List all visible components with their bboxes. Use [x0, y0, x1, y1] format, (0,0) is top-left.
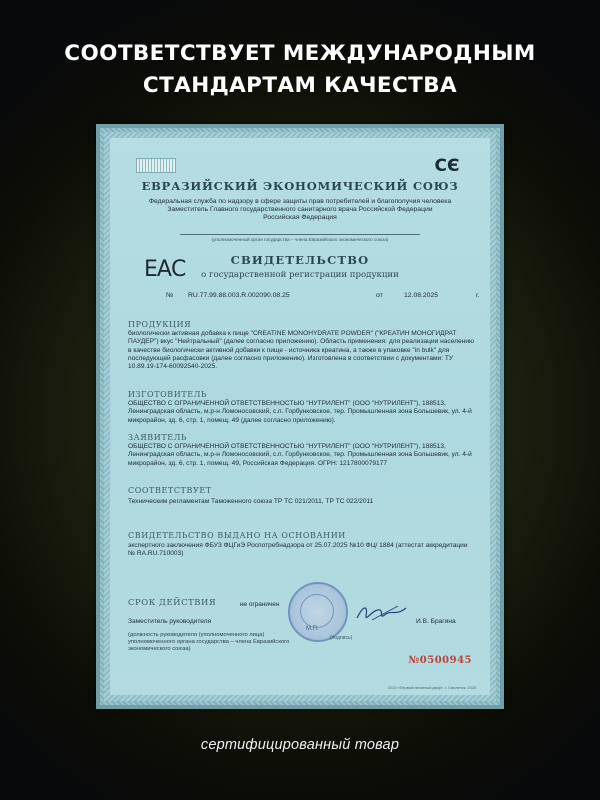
product-text: биологически активная добавка к пище "CREATINE MONOHYDRATE POWDER" ("КРЕАТИН МОНОГИДРАТ ПАУДЕР") вкус "Нейтральный" (далее согласно приложению). Область применения: для реализации населению в качестве биологически активной добавки к пище - источника креатина, а также в упаковке "in bulk" для последующей расфасовки (далее согласно приложению). Изготовлена в соответствии с документами: ТУ 10.89.19-174-60092540-2025.: [128, 330, 474, 371]
product-heading: ПРОДУКЦИЯ: [128, 320, 192, 329]
number-row: [166, 291, 480, 301]
agency-line-1: Федеральная служба по надзору в сфере защиты прав потребителей и благополучия человека: [148, 198, 452, 205]
number-label: №: [166, 292, 174, 299]
signer-role: Заместитель руководителя: [128, 618, 212, 625]
applicant-heading: ЗАЯВИТЕЛЬ: [128, 433, 188, 442]
signature-icon: [354, 602, 410, 624]
basis-heading: СВИДЕТЕЛЬСТВО ВЫДАНО НА ОСНОВАНИИ: [128, 531, 346, 540]
agency-line-2: Заместитель Главного государственного санитарного врача Российской Федерации: [167, 206, 433, 214]
union-title: ЕВРАЗИЙСКИЙ ЭКОНОМИЧЕСКИЙ СОЮЗ: [141, 179, 459, 193]
stamp-mark: М.П.: [306, 626, 319, 632]
footer-caption: сертифицированный товар: [200, 737, 400, 753]
official-note: (должность руководителя (уполномоченного лица) уполномоченного органа государства – члена Евразийского экономического союза): [128, 632, 290, 652]
guilloche-rosette: [136, 158, 176, 173]
document-title: СВИДЕТЕЛЬСТВО: [230, 253, 370, 267]
registration-date: 12.08.2025: [404, 292, 439, 299]
agency-note: (уполномоченный орган государства – члена Евразийского экономического союза): [211, 237, 389, 242]
validity-value: не ограничен: [240, 601, 280, 608]
document-subtitle: о государственной регистрации продукции: [201, 270, 399, 280]
registration-number: RU.77.99.88.003.R.002090.08.25: [188, 292, 290, 299]
signature-caption: (подпись): [330, 635, 353, 641]
basis-text: экспертного заключения ФБУЗ ФЦГиЭ Роспотребнадзора от 25.07.2025 №10 ФЦ/ 1884 (аттестат аккредитации № RA.RU.710003): [128, 542, 468, 558]
signer-name: И.В. Брагина: [416, 618, 456, 625]
printer-note: ООО «Первый печатный двор», г. Смоленск, 2025: [387, 686, 476, 690]
eac-mark: ЕАС: [144, 257, 186, 282]
certificate-paper: [110, 138, 490, 695]
serial-number: №0500945: [408, 655, 472, 666]
conforms-text: Техническим регламентам Таможенного союза ТР ТС 021/2011, ТР ТС 022/2011: [128, 498, 374, 505]
year-suffix: г.: [476, 292, 480, 299]
certificate-image: [96, 124, 504, 709]
manufacturer-heading: ИЗГОТОВИТЕЛЬ: [128, 390, 208, 399]
date-from: от: [376, 292, 383, 299]
agency-line-3: Российская Федерация: [263, 214, 337, 222]
applicant-text: ОБЩЕСТВО С ОГРАНИЧЕННОЙ ОТВЕТСТВЕННОСТЬЮ "НУТРИЛЕНТ" (ООО "НУТРИЛЕНТ"), 188513, Ленинградская область, м.р-н Ломоносовский, с.п. Горбунковское, тер. Промышленная зона Большевик, ул. 4-й микрорайон, зд. 6, стр. 1, помещ. 49, Российская Федерация. ОГРН: 1217800079177: [128, 443, 472, 467]
headline: [0, 38, 600, 102]
manufacturer-text: ОБЩЕСТВО С ОГРАНИЧЕННОЙ ОТВЕТСТВЕННОСТЬЮ "НУТРИЛЕНТ" (ООО "НУТРИЛЕНТ"), 188513, Ленинградская область, м.р-н Ломоносовский, с.п. Горбунковское, тер. Промышленная зона Большевик, ул. 4-й микрорайон, зд. 6, стр. 1, помещ. 49 (далее согласно приложению).: [128, 400, 472, 424]
headline-line-1: СООТВЕТСТВУЕТ МЕЖДУНАРОДНЫМ: [64, 41, 536, 66]
conforms-heading: СООТВЕТСТВУЕТ: [128, 486, 212, 495]
conformity-mark: СЄ: [434, 156, 460, 176]
headline-line-2: СТАНДАРТАМ КАЧЕСТВА: [142, 73, 458, 98]
agency-block: [140, 198, 460, 223]
validity-heading: СРОК ДЕЙСТВИЯ: [128, 597, 217, 607]
